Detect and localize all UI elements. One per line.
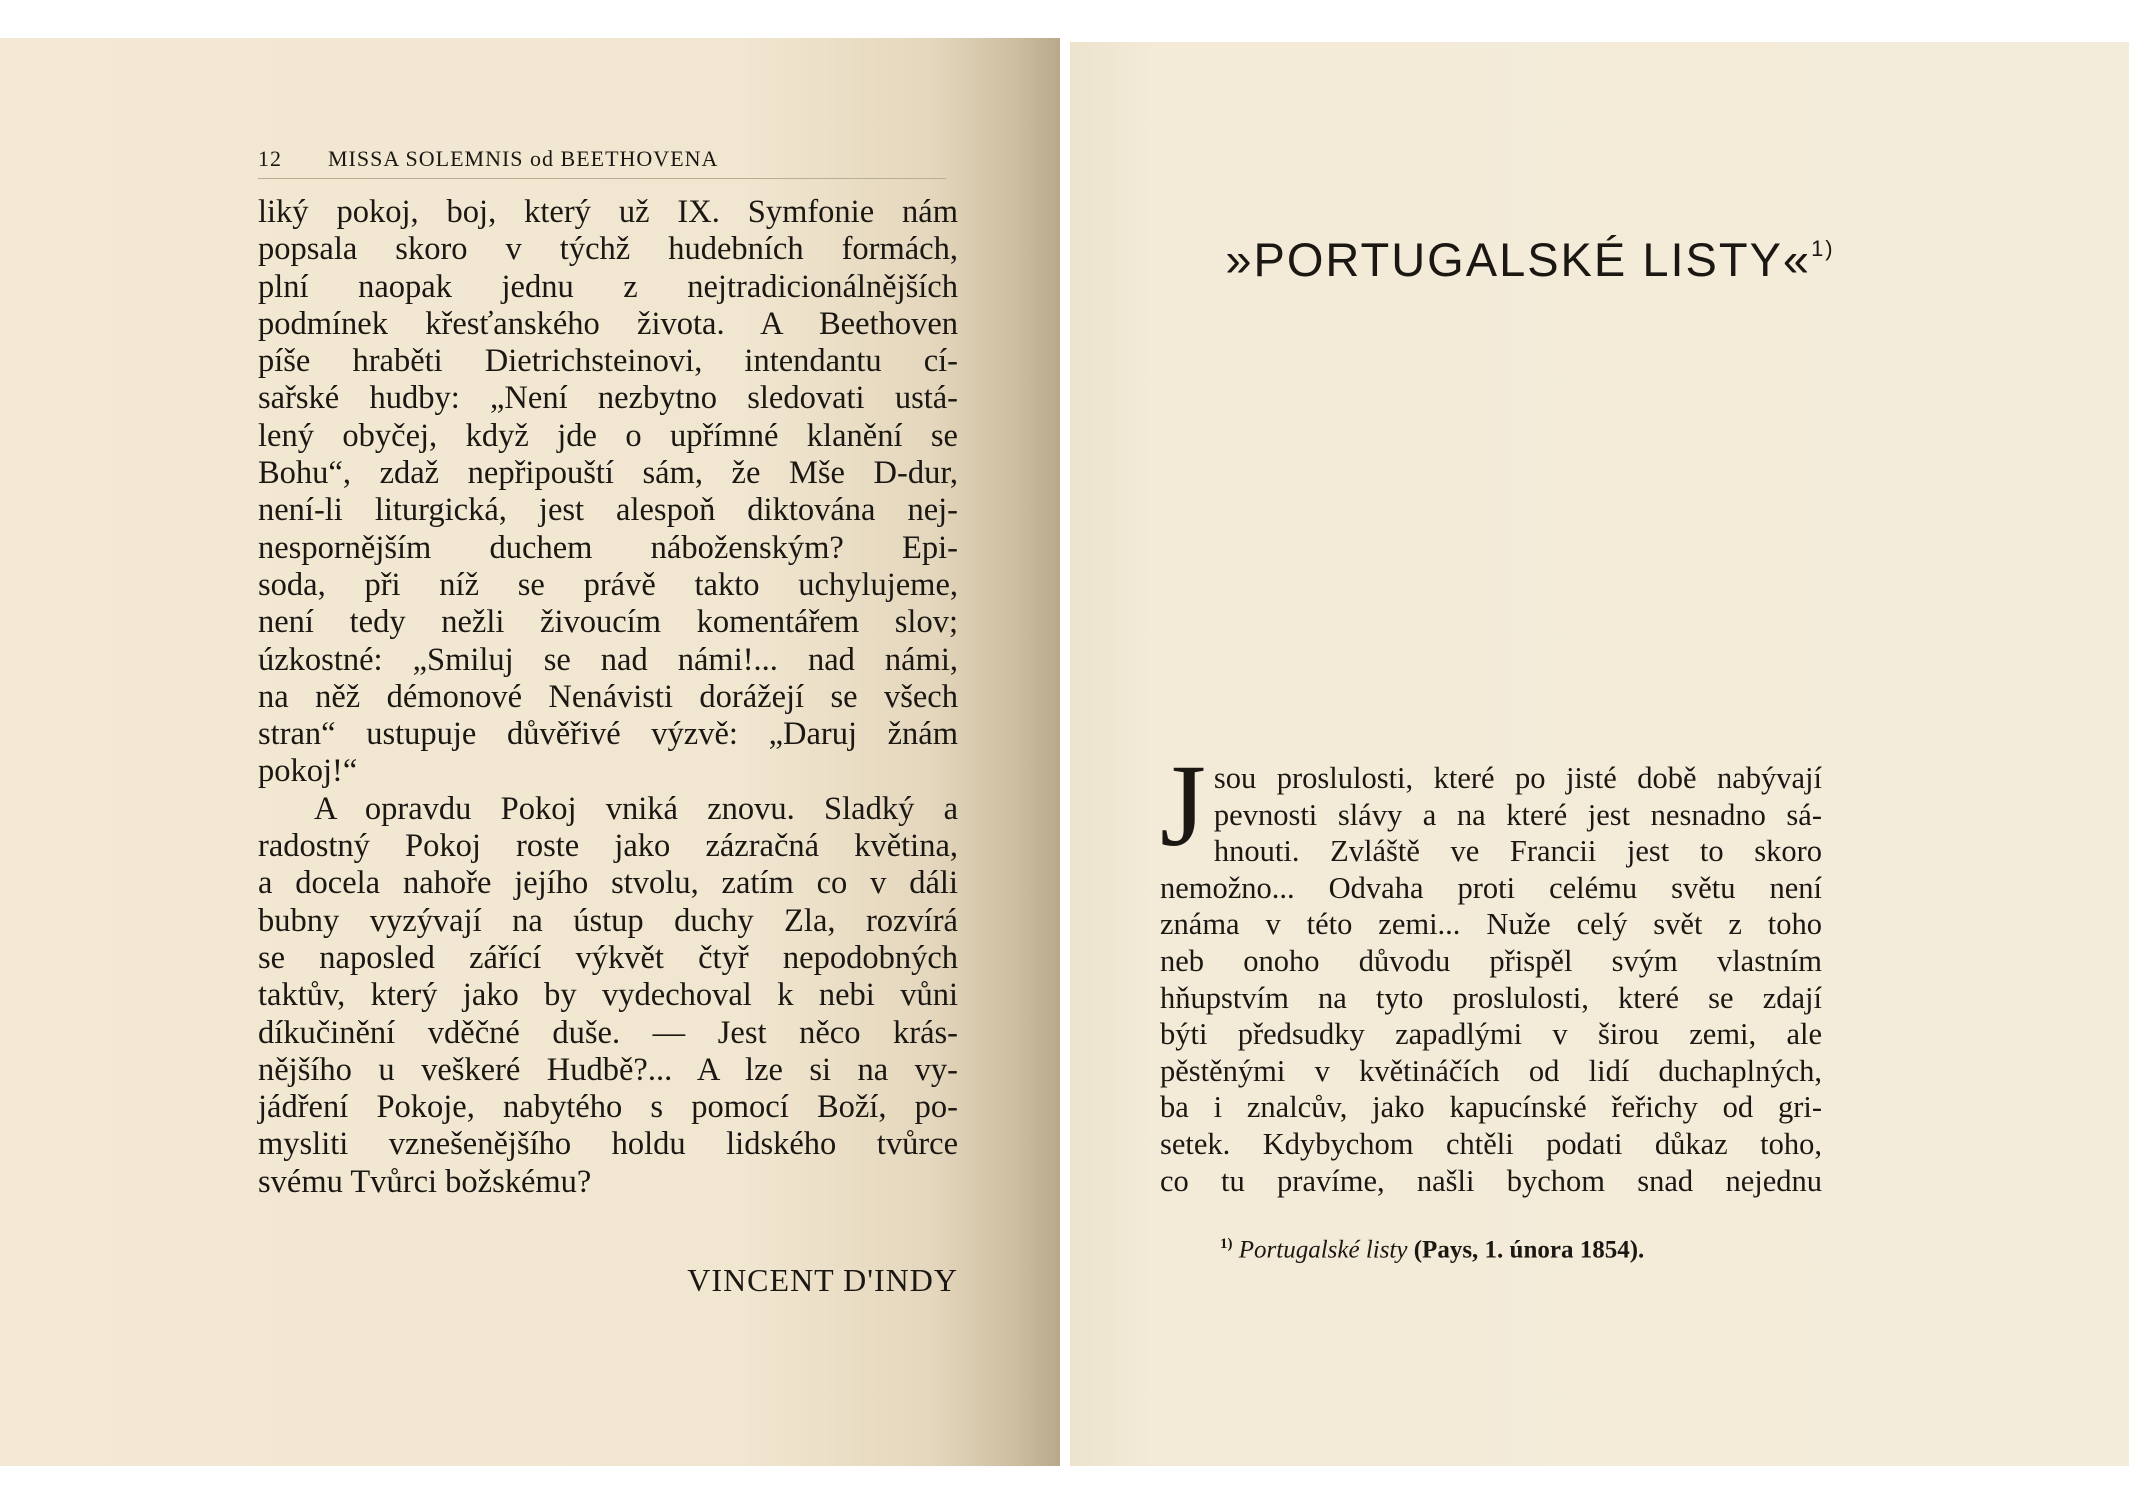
text-line: radostný Pokoj roste jako zázračná květina, [258,828,958,865]
text-line: lený obyčej, když jde o upřímné klanění se [258,417,958,454]
text-line: plní naopak jednu z nejtradicionálnějších [258,268,958,305]
text-line: nespornějším duchem náboženským? Epi- [258,529,958,566]
text-line: mysliti vznešenějšího holdu lidského tvůrce [258,1126,958,1163]
text-line: taktův, který jako by vydechoval k nebi vůni [258,977,958,1014]
text-line: A opravdu Pokoj vniká znovu. Sladký a [314,790,958,827]
right-body-text [1160,740,1822,1199]
right-page [1070,42,2129,1466]
text-line: a docela nahoře jejího stvolu, zatím co v dáli [258,865,958,902]
text-line: býti předsudky zapadlými v širou zemi, ale [1160,1017,1822,1052]
text-line: Bohu“, zdaž nepřipouští sám, že Mše D-dur, [258,455,958,492]
text-line: není-li liturgická, jest alespoň diktována nej- [258,492,958,529]
text-line: nějšího u veškeré Hudbě?... A lze si na vy- [258,1051,958,1088]
chapter-title-text: »PORTUGALSKÉ LISTY« [1225,233,1812,286]
text-line: hňupstvím na tyto proslulosti, které se zdají [1160,980,1822,1015]
text-line: podmínek křesťanského života. A Beethoven [258,305,958,342]
text-line: nemožno... Odvaha proti celému světu není [1160,870,1822,905]
footnote-marker: 1) [1220,1236,1233,1252]
text-line: stran“ ustupuje důvěřivé výzvě: „Daruj žnám [258,716,958,753]
page-number: 12 [258,146,282,171]
text-line: díkučinění vděčné duše. — Jest něco krás- [258,1014,958,1051]
running-head [258,146,946,179]
chapter-title [1130,232,1930,287]
footnote-title: Portugalské listy [1238,1236,1408,1264]
text-line: popsala skoro v týchž hudebních formách, [258,231,958,268]
text-line: hnouti. Zvláště ve Francii jest to skoro [1213,834,1822,869]
text-line: neb onoho důvodu přispěl svým vlastním [1160,943,1822,978]
text-line: pevnosti slávy a na které jest nesnadno sá- [1213,797,1822,832]
text-line: sou proslulosti, které po jisté době nabývají [1213,761,1822,795]
text-line: ba i znalcův, jako kapucínské řeřichy od gri- [1160,1090,1822,1125]
text-line: není tedy nežli živoucím komentářem slov; [258,604,958,641]
text-line: setek. Kdybychom chtěli podati důkaz toho, [1160,1126,1822,1161]
text-line: co tu pravíme, našli bychom snad nejednu [1160,1163,1822,1198]
footnote-reference: 1) [1811,236,1835,261]
left-body-text [258,194,958,1201]
left-page [0,38,1060,1466]
text-line: jádření Pokoje, nabytého s pomocí Boží, po- [258,1089,958,1126]
text-line: liký pokoj, boj, který už IX. Symfonie nám [258,194,958,230]
text-line: píše hraběti Dietrichsteinovi, intendantu cí- [258,343,958,380]
text-line: známa v této zemi... Nuže celý svět z toho [1160,907,1822,942]
text-line: bubny vyzývají na ústup duchy Zla, rozvírá [258,902,958,939]
text-line: svému Tvůrci božskému? [258,1163,592,1200]
text-line: pěstěnými v květináčích od lidí duchaplných, [1160,1053,1822,1088]
footnote-text: (Pays, 1. února 1854). [1413,1236,1645,1264]
text-line: pokoj!“ [258,753,358,790]
footnote [1220,1236,1920,1264]
text-line: soda, při níž se právě takto uchylujeme, [258,566,958,603]
running-head-title: MISSA SOLEMNIS od BEETHOVENA [328,146,719,171]
author-signature: VINCENT D'INDY [687,1262,958,1298]
text-line: úzkostné: „Smiluj se nad námi!... nad námi, [258,641,958,678]
text-line: se naposled zářící výkvět čtyř nepodobných [258,939,958,976]
text-line: na něž démonové Nenávisti dorážejí se všech [258,678,958,715]
text-line: sařské hudby: „Není nezbytno sledovati ustá- [258,380,958,417]
drop-cap: J [1160,740,1206,871]
